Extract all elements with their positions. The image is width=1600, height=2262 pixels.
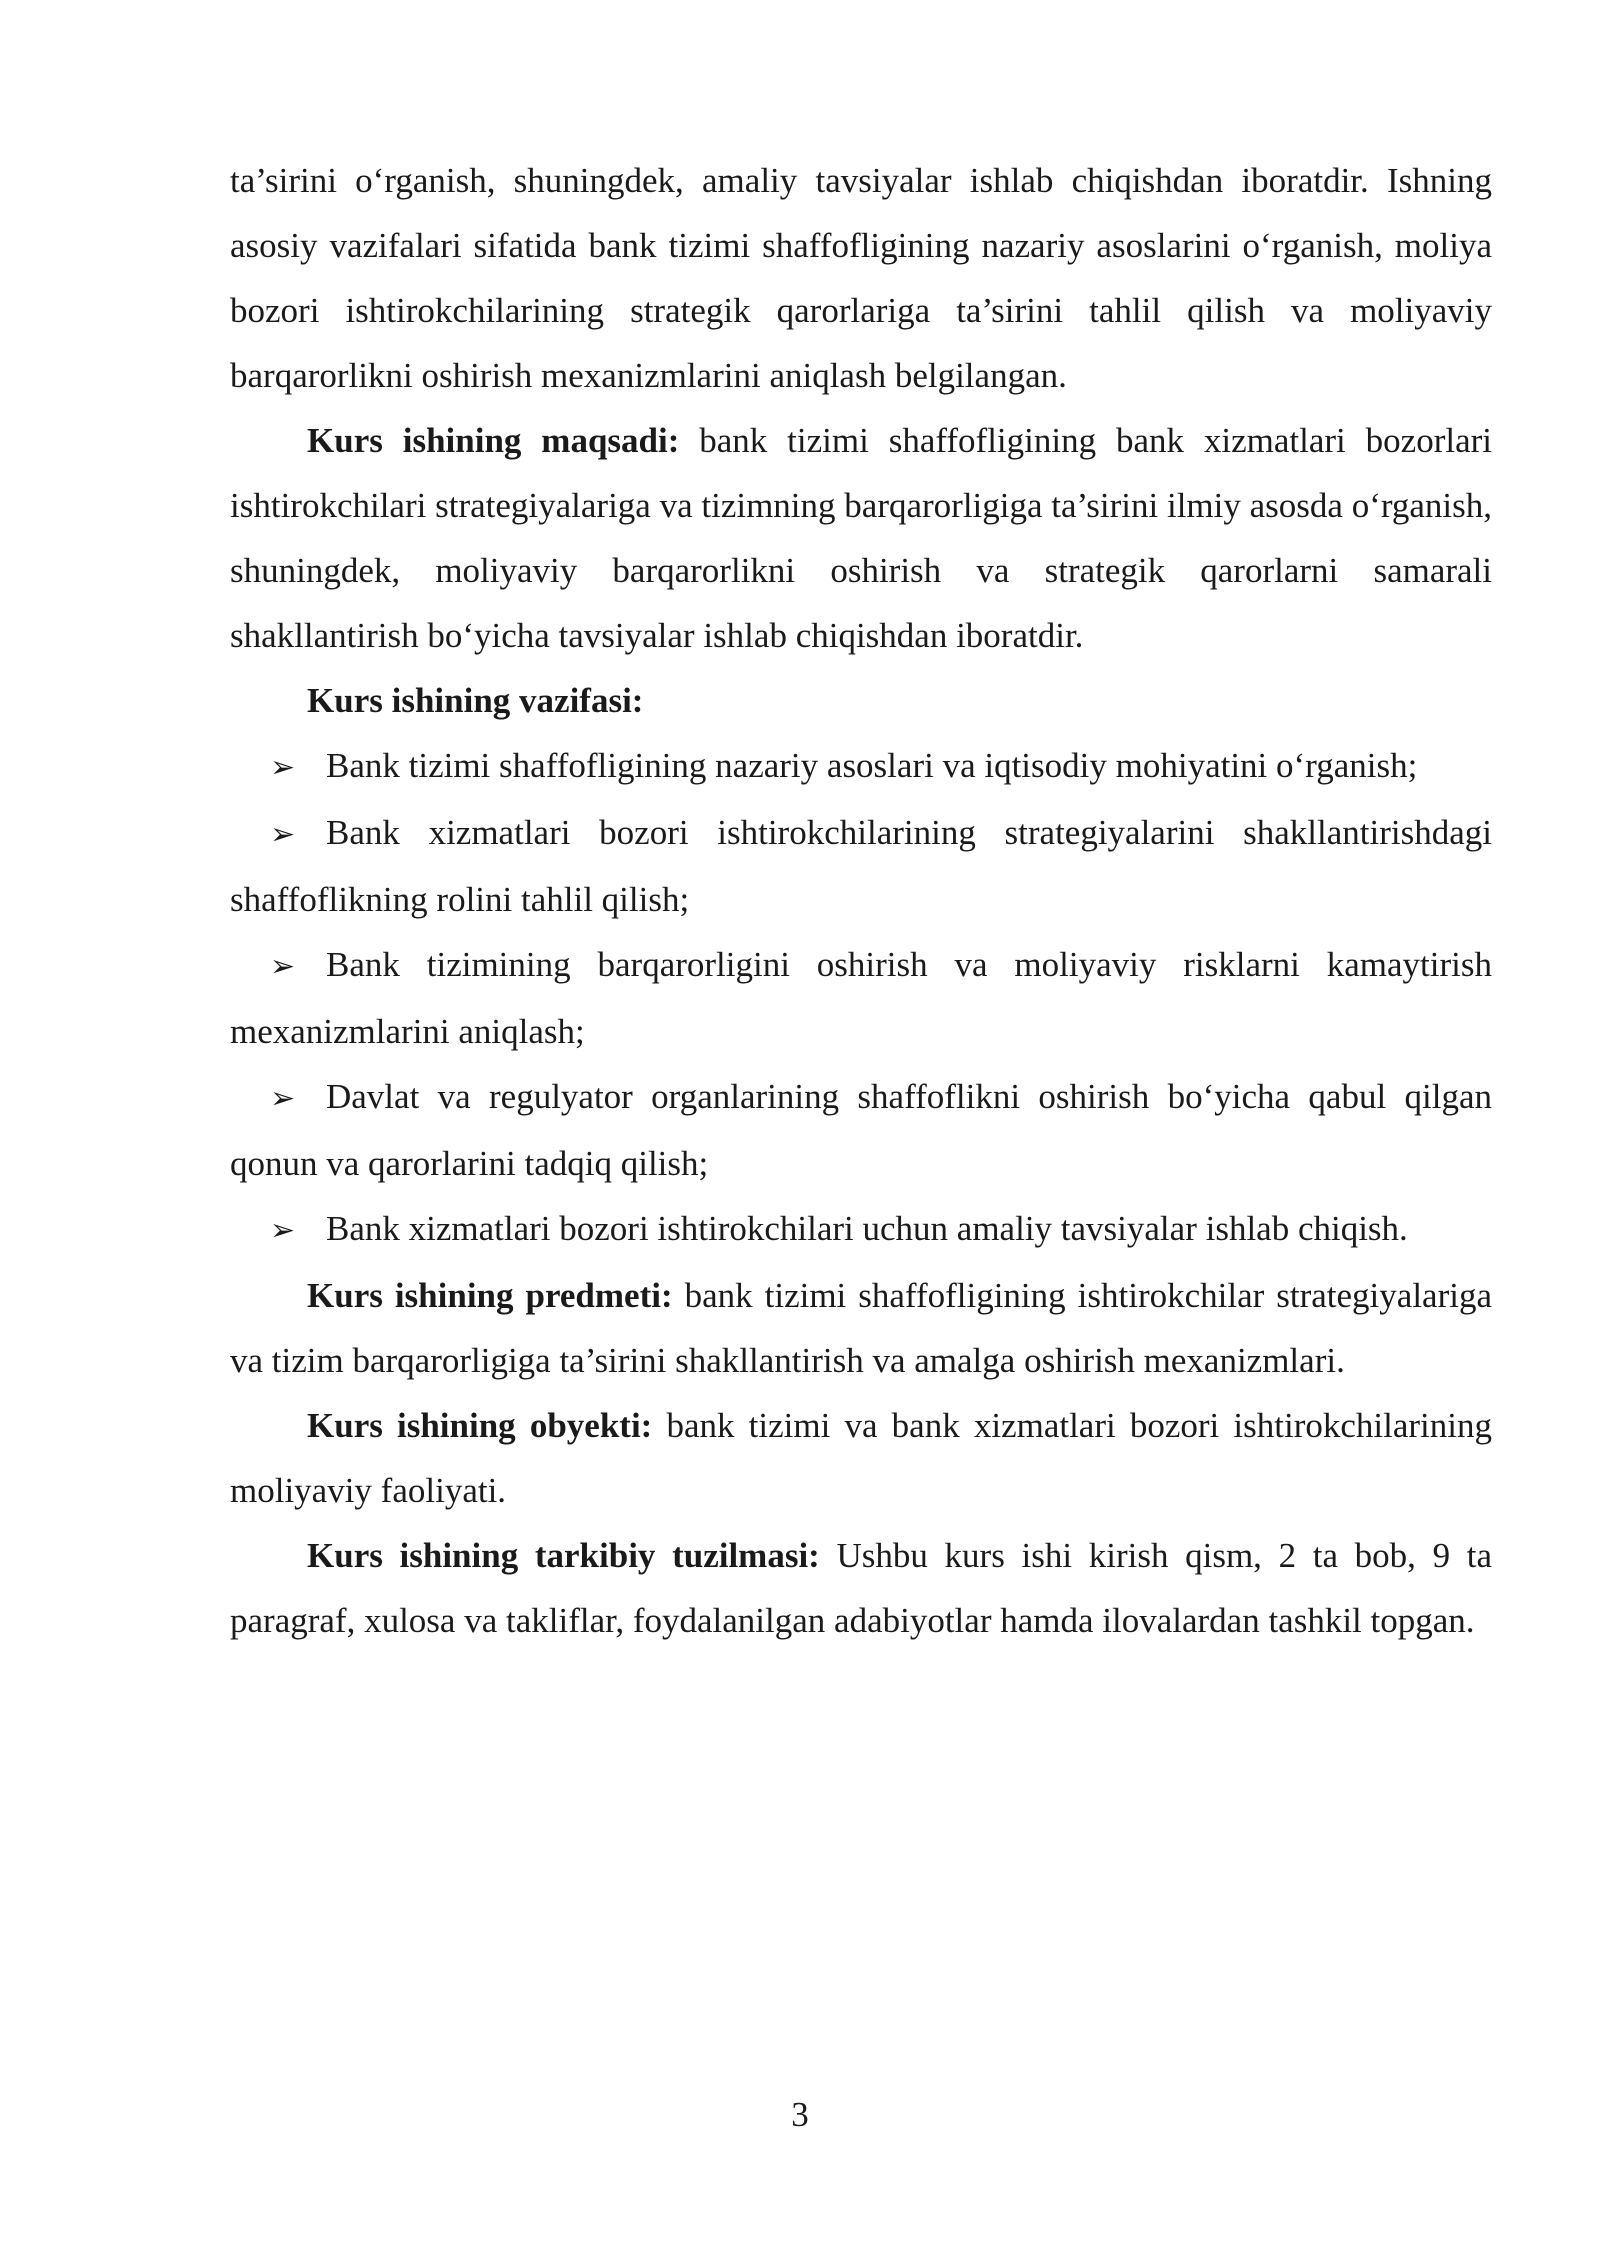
subject-label: Kurs ishining predmeti: [307,1276,673,1315]
structure-paragraph [230,1523,1492,1653]
arrowhead-bullet-icon: ➢ [270,1081,296,1116]
object-label: Kurs ishining obyekti: [307,1406,653,1445]
arrowhead-bullet-icon: ➢ [270,750,296,785]
goal-label: Kurs ishining maqsadi: [307,421,680,460]
goal-text: bank tizimi shaffofligining bank xizmatlari bozorlari ishtirokchilari strategiyalariga va tizimning barqarorligiga ta’sirini ilmiy asosda o‘rganish, shuningdek, moliyaviy barqarorlikni oshirish va strategik qarorlarni samarali shakllantirish bo‘yicha tavsiyalar ishlab chiqishdan iboratdir. [230,421,1492,655]
task-text: Bank xizmatlari bozori ishtirokchilarining strategiyalarini shakllantirishdagi shaffoflikning rolini tahlil qilish; [230,813,1492,919]
task-list-item [230,1064,1492,1196]
tasks-label: Kurs ishining vazifasi: [307,681,644,720]
arrowhead-bullet-icon: ➢ [270,1213,296,1248]
arrowhead-bullet-icon: ➢ [270,949,296,984]
arrowhead-bullet-icon: ➢ [270,817,296,852]
object-text: bank tizimi va bank xizmatlari bozori ishtirokchilarining moliyaviy faoliyati. [230,1406,1492,1510]
task-text: Bank tizimining barqarorligini oshirish va moliyaviy risklarni kamaytirish mexanizmlarini aniqlash; [230,945,1492,1051]
task-text: Davlat va regulyator organlarining shaffoflikni oshirish bo‘yicha qabul qilgan qonun va qarorlarini tadqiq qilish; [230,1077,1492,1183]
page-number: 3 [791,2095,809,2134]
structure-label: Kurs ishining tarkibiy tuzilmasi: [307,1536,820,1575]
subject-paragraph [230,1263,1492,1393]
task-list-item [230,932,1492,1064]
object-paragraph [230,1393,1492,1523]
intro-paragraph: ta’sirini o‘rganish, shuningdek, amaliy tavsiyalar ishlab chiqishdan iboratdir. Ishning asosiy vazifalari sifatida bank tizimi shaffofligining nazariy asoslarini o‘rganish, moliya bozori ishtirokchilarining strategik qarorlariga ta’sirini tahlil qilish va moliyaviy barqarorlikni oshirish mexanizmlarini aniqlash belgilangan. [230,161,1492,395]
task-list-item [230,733,1492,800]
task-text: Bank xizmatlari bozori ishtirokchilari uchun amaliy tavsiyalar ishlab chiqish. [326,1209,1408,1248]
subject-text: bank tizimi shaffofligining ishtirokchilar strategiyalariga va tizim barqarorligiga ta’sirini shakllantirish va amalga oshirish mexanizmlari. [230,1276,1492,1380]
task-text: Bank tizimi shaffofligining nazariy asoslari va iqtisodiy mohiyatini o‘rganish; [326,746,1418,785]
task-list-item [230,800,1492,932]
tasks-heading-paragraph [230,668,1492,733]
structure-text: Ushbu kurs ishi kirish qism, 2 ta bob, 9 ta paragraf, xulosa va takliflar, foydalanilgan adabiyotlar hamda ilovalardan tashkil topgan. [230,1536,1492,1640]
goal-paragraph [230,408,1492,668]
document-page [230,148,1492,1653]
task-list-item [230,1196,1492,1263]
